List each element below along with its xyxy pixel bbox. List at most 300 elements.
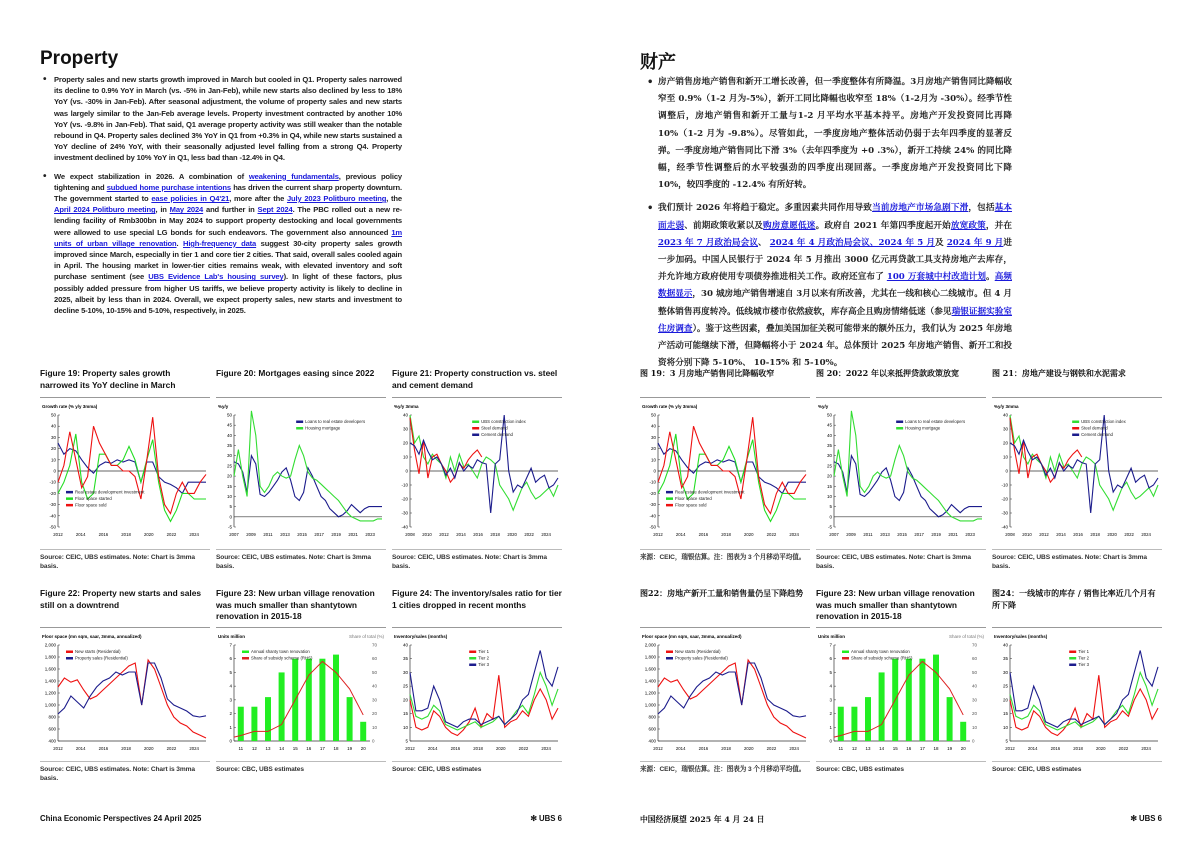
legend-label: Property sales (Residential) xyxy=(675,655,728,661)
y-tick-label: 5 xyxy=(229,669,232,675)
y-tick-label: 50 xyxy=(650,412,656,418)
y-tick-label: 10 xyxy=(650,457,656,463)
legend-label: New starts (Residential) xyxy=(675,649,721,654)
reference-link[interactable]: ease policies in Q4'21 xyxy=(151,194,230,204)
y-tick-label: 1,200 xyxy=(644,690,656,696)
y-tick-label: 3 xyxy=(229,697,232,703)
figure-source: Source: CBC, UBS estimates xyxy=(816,761,986,775)
legend-swatch xyxy=(1072,421,1079,424)
reference-link[interactable]: 2024 年 4 月政治局会议、2024 年 5 月 xyxy=(769,237,936,248)
legend-label: Housing mortgage xyxy=(305,425,341,431)
legend-swatch xyxy=(66,504,73,507)
legend-label: Floor space sold xyxy=(75,502,107,508)
x-tick-label: 11 xyxy=(838,746,844,751)
y-tick-label: 20 xyxy=(50,446,56,452)
y-tick-label: 0 xyxy=(653,468,656,474)
x-tick-label: 18 xyxy=(933,746,939,751)
legend-swatch xyxy=(469,651,476,654)
x-tick-label: 2020 xyxy=(1107,532,1117,537)
y-tick-label: -20 xyxy=(1001,496,1008,502)
y2-tick-label: 30 xyxy=(972,697,978,703)
y-tick-label: 2,000 xyxy=(644,642,656,648)
page-footer xyxy=(40,814,562,823)
x-tick-label: 2018 xyxy=(1090,532,1100,537)
legend-swatch xyxy=(1069,657,1076,660)
x-tick-label: 15 xyxy=(292,746,298,751)
y-tick-label: 600 xyxy=(648,726,656,732)
legend-swatch xyxy=(66,497,73,500)
x-tick-label: 2020 xyxy=(143,532,154,537)
footer-title: China Economic Perspectives 24 April 2025 xyxy=(40,814,202,823)
paragraph-text: 、 xyxy=(758,237,770,248)
y-axis-label: %y/y 3mma xyxy=(394,404,419,409)
paragraph-text: 。 xyxy=(986,272,995,283)
x-tick-label: 2024 xyxy=(1141,746,1151,751)
paragraph-text: ）。鉴于这些因素，叠加美国加征关税可能带来的额外压力，我们认为 2025 年房地产活动可能继续下滑，但降幅将小于 2024 年。总体预计 2025 年房地产销售、新开工和投资将分别下降 5-10%、 10-15% 和 5-10%。 xyxy=(658,323,1012,369)
reference-link[interactable]: 购房意愿低迷 xyxy=(763,220,816,231)
x-tick-label: 13 xyxy=(865,746,871,751)
paragraph-text: We expect stabilization in 2026. A combination of xyxy=(54,171,249,181)
y-tick-label: 10 xyxy=(50,457,56,463)
x-tick-label: 2020 xyxy=(743,746,754,751)
section-title: Property xyxy=(40,48,119,69)
x-tick-label: 2022 xyxy=(166,746,177,751)
x-tick-label: 2022 xyxy=(524,532,534,537)
y-tick-label: 10 xyxy=(826,493,832,499)
y-tick-label: 40 xyxy=(1002,642,1008,648)
x-tick-label: 14 xyxy=(879,746,885,751)
y-tick-label: 5 xyxy=(829,669,832,675)
y-tick-label: 400 xyxy=(648,738,656,744)
legend-swatch xyxy=(896,427,903,430)
legend-swatch xyxy=(66,491,73,494)
footer-page: ✻ UBS 6 xyxy=(530,814,562,823)
figure-caption: Figure 19: Property sales growth narrowed its YoY decline in March xyxy=(40,368,210,398)
legend-label: Loans to real estate developers xyxy=(305,419,366,424)
y2-tick-label: 40 xyxy=(972,683,978,689)
y-tick-label: 30 xyxy=(226,453,232,459)
figure-caption: 图 19：3 月房地产销售同比降幅收窄 xyxy=(640,368,810,398)
x-tick-label: 2010 xyxy=(422,532,432,537)
y-tick-label: 10 xyxy=(402,454,408,460)
y2-tick-label: 10 xyxy=(372,724,378,730)
y-axis-label: Units million xyxy=(818,634,845,639)
legend-swatch xyxy=(472,427,479,430)
section-title: 财产 xyxy=(640,52,676,73)
x-tick-label: 2022 xyxy=(1124,532,1134,537)
paragraph-text: ，包括 xyxy=(968,203,995,214)
y-axis-label: Floor space (mn sqm, saar, 3mma, annualized) xyxy=(42,634,142,639)
legend-label: Cement demand xyxy=(1081,432,1113,437)
y-tick-label: 50 xyxy=(50,412,56,418)
series-line xyxy=(658,434,806,521)
legend-swatch xyxy=(1069,664,1076,667)
x-tick-label: 2022 xyxy=(518,746,529,751)
y-tick-label: 50 xyxy=(826,412,832,418)
y-tick-label: -10 xyxy=(1001,482,1008,488)
figure-23 xyxy=(216,588,386,783)
figure-caption: 图 20：2022 年以来抵押贷款政策放宽 xyxy=(816,368,986,398)
x-tick-label: 2009 xyxy=(246,532,256,537)
legend-label: UBS construction index xyxy=(481,419,526,424)
y-tick-label: 1,800 xyxy=(644,654,656,660)
x-tick-label: 19 xyxy=(347,746,353,751)
figure-chart xyxy=(640,401,810,539)
paragraph-text: . The PBC rolled out a new re-lending facility of Rmb300bn in May 2024 to support property destocking and local governments were allowed to use special LG bonds for such endeavors. The government also announced xyxy=(54,205,403,237)
paragraph-text: ). In light of these factors, plus possibly added pressure from higher US tariffs, we believe property activity is likely to decline in 2025, albeit by less than in 2024. Overall, we expect property sales, new starts and investment to decline 5-10%, 10-15% and 5-10%, respectively, in 2025. xyxy=(54,272,402,316)
x-tick-label: 2008 xyxy=(405,532,415,537)
x-tick-label: 2024 xyxy=(189,746,199,751)
y2-tick-label: 20 xyxy=(972,711,978,717)
y-tick-label: -50 xyxy=(649,524,656,530)
reference-link[interactable]: High-frequency data xyxy=(183,238,257,248)
x-tick-label: 2014 xyxy=(675,746,686,751)
figure-source: Source: CEIC, UBS estimates. Note: Chart is 3mma basis. xyxy=(216,549,386,571)
y-tick-label: 1,400 xyxy=(644,678,656,684)
x-tick-label: 2012 xyxy=(53,532,63,537)
y-tick-label: 2 xyxy=(829,711,832,717)
reference-link[interactable]: 1m units of urban village renovation xyxy=(54,227,402,248)
legend-swatch xyxy=(472,434,479,437)
legend-label: Floor space sold xyxy=(675,502,707,508)
y-tick-label: -50 xyxy=(49,524,56,530)
bar xyxy=(933,655,939,741)
figure-source: Source: CEIC, UBS estimates xyxy=(392,761,562,775)
x-tick-label: 2016 xyxy=(450,746,461,751)
y-tick-label: 3 xyxy=(829,697,832,703)
x-tick-label: 2023 xyxy=(365,532,375,537)
y-tick-label: 40 xyxy=(1002,412,1008,418)
legend-swatch xyxy=(1069,651,1076,654)
y-axis-label: %y/y xyxy=(818,404,829,409)
x-tick-label: 2011 xyxy=(863,532,873,537)
figure-20 xyxy=(816,368,986,571)
x-tick-label: 2024 xyxy=(1141,532,1151,537)
figure-chart xyxy=(216,401,386,539)
figure-22 xyxy=(640,588,810,775)
x-tick-label: 2012 xyxy=(439,532,449,537)
x-tick-label: 2018 xyxy=(121,746,131,751)
bar xyxy=(265,697,271,741)
y-tick-label: -10 xyxy=(401,482,408,488)
reference-link[interactable]: subdued home purchase intentions xyxy=(106,182,231,192)
figure-row-1 xyxy=(640,368,1162,571)
figure-chart xyxy=(40,631,210,753)
x-tick-label: 20 xyxy=(360,746,366,751)
x-tick-label: 2009 xyxy=(846,532,856,537)
reference-link[interactable]: 2024 年 9 月 xyxy=(946,237,1004,248)
reference-link[interactable]: weakening fundamentals xyxy=(248,171,339,181)
paragraph-text: , more after the xyxy=(229,194,287,204)
y-tick-label: 0 xyxy=(1005,468,1008,474)
paragraph-text: ，并在 xyxy=(985,220,1012,231)
y-axis-label: Growth rate (% y/y 3mma) xyxy=(42,404,98,409)
x-tick-label: 2024 xyxy=(541,532,551,537)
bar xyxy=(360,722,366,741)
legend-label: Real estate development investment xyxy=(675,489,745,495)
y-tick-label: -30 xyxy=(401,510,408,516)
y-axis-label: Growth rate (% y/y 3mma) xyxy=(642,404,698,409)
bar xyxy=(347,697,353,741)
x-tick-label: 2020 xyxy=(507,532,517,537)
x-tick-label: 2022 xyxy=(766,746,777,751)
y-tick-label: 600 xyxy=(48,726,56,732)
x-tick-label: 2016 xyxy=(698,532,709,537)
x-tick-label: 2020 xyxy=(1095,746,1106,751)
legend-label: Housing mortgage xyxy=(905,425,941,431)
x-tick-label: 2022 xyxy=(1118,746,1129,751)
reference-link[interactable]: 当前房地产市场急剧下滑 xyxy=(872,203,969,214)
x-tick-label: 2024 xyxy=(789,532,799,537)
y2-tick-label: 50 xyxy=(972,669,978,675)
page-english xyxy=(40,48,562,838)
y2-axis-label: Share of total (%) xyxy=(348,634,384,639)
legend-swatch xyxy=(842,657,849,660)
figure-caption: Figure 23: New urban village renovation was much smaller than shantytown renovation in 2015-18 xyxy=(816,588,986,628)
y-axis-label: Units million xyxy=(218,634,245,639)
figure-caption: Figure 23: New urban village renovation was much smaller than shantytown renovation in 2015-18 xyxy=(216,588,386,628)
y-tick-label: -30 xyxy=(649,502,656,508)
y-tick-label: -40 xyxy=(401,524,408,530)
x-tick-label: 2018 xyxy=(121,532,131,537)
y-tick-label: 40 xyxy=(650,423,656,429)
y-tick-label: 45 xyxy=(826,422,832,428)
footer-title: 中国经济展望 2025 年 4 月 24 日 xyxy=(640,815,765,824)
legend-swatch xyxy=(469,664,476,667)
x-tick-label: 20 xyxy=(960,746,966,751)
bar xyxy=(251,707,257,741)
x-tick-label: 2010 xyxy=(1022,532,1032,537)
y-tick-label: 5 xyxy=(229,504,232,510)
y-tick-label: 1,800 xyxy=(44,654,56,660)
reference-link[interactable]: UBS Evidence Lab's housing survey xyxy=(148,272,284,282)
y-tick-label: 40 xyxy=(402,412,408,418)
y-tick-label: 4 xyxy=(229,683,232,689)
y-tick-label: -20 xyxy=(401,496,408,502)
x-tick-label: 2020 xyxy=(143,746,154,751)
figure-chart xyxy=(816,401,986,539)
legend-label: Tier 2 xyxy=(478,655,490,661)
figure-caption: 图24：一线城市的库存 / 销售比率近几个月有所下降 xyxy=(992,588,1162,628)
legend-label: Loans to real estate developers xyxy=(905,419,966,424)
x-tick-label: 17 xyxy=(319,746,325,751)
bar xyxy=(879,672,885,741)
x-tick-label: 16 xyxy=(906,746,912,751)
paragraph-text: 、前期政策收紧以及 xyxy=(684,220,764,231)
bar xyxy=(865,697,871,741)
figure-row-2 xyxy=(640,588,1162,775)
bullet-list xyxy=(658,74,1012,372)
reference-link[interactable]: 基本面走弱 xyxy=(658,203,1012,231)
y-tick-label: 35 xyxy=(226,443,232,449)
y-tick-label: 0 xyxy=(229,514,232,520)
figure-source: Source: CEIC, UBS estimates. Note: Chart is 3mma basis. xyxy=(392,549,562,571)
legend-label: Steel demand xyxy=(481,425,508,431)
y-tick-label: -30 xyxy=(1001,510,1008,516)
y2-tick-label: 0 xyxy=(372,738,375,744)
y-axis-label: %y/y 3mma xyxy=(994,404,1019,409)
y-tick-label: 1,400 xyxy=(44,678,56,684)
x-tick-label: 12 xyxy=(251,746,257,751)
bullet-list xyxy=(54,74,402,316)
x-tick-label: 2022 xyxy=(166,532,177,537)
y-tick-label: -10 xyxy=(49,479,56,485)
figure-caption: 图 21：房地产建设与钢铁和水泥需求 xyxy=(992,368,1162,398)
y-tick-label: 1,600 xyxy=(44,666,56,672)
bullet-paragraph xyxy=(658,200,1012,372)
figure-caption: Figure 24: The inventory/sales ratio for tier 1 cities dropped in recent months xyxy=(392,588,562,628)
x-tick-label: 2014 xyxy=(75,746,86,751)
x-tick-label: 2011 xyxy=(263,532,273,537)
reference-link[interactable]: 100 万套城中村改造计划 xyxy=(886,272,987,283)
reference-link[interactable]: 放宽政策 xyxy=(950,220,986,231)
y-tick-label: 50 xyxy=(226,412,232,418)
y2-tick-label: 60 xyxy=(972,656,978,662)
y-axis-label: Inventory/sales (months) xyxy=(394,634,448,639)
figure-chart xyxy=(992,631,1162,753)
y-tick-label: 0 xyxy=(829,738,832,744)
page-footer xyxy=(640,814,1162,825)
x-tick-label: 2017 xyxy=(314,532,324,537)
figure-chart xyxy=(392,401,562,539)
y-tick-label: 15 xyxy=(402,711,408,717)
y2-axis-label: Share of total (%) xyxy=(948,634,984,639)
legend-label: Tier 1 xyxy=(478,649,490,654)
x-tick-label: 2024 xyxy=(541,746,551,751)
x-tick-label: 12 xyxy=(851,746,857,751)
y-tick-label: 0 xyxy=(405,468,408,474)
reference-link[interactable]: 瑞银证据实验室住房调查 xyxy=(658,306,1012,334)
y-tick-label: 30 xyxy=(402,426,408,432)
x-tick-label: 16 xyxy=(306,746,312,751)
y-tick-label: 0 xyxy=(53,468,56,474)
reference-link[interactable]: 高频数据显示 xyxy=(658,272,1012,300)
y-tick-label: 10 xyxy=(1002,724,1008,730)
y-tick-label: 5 xyxy=(1005,738,1008,744)
paragraph-text: 进一步加码。中国人民银行于 2024 年 5 月推出 3000 亿元再贷款工具支持房地产去库存，并允许地方政府使用专项债券推进相关工作。政府还宣布了 xyxy=(658,237,1012,283)
y-tick-label: 10 xyxy=(226,493,232,499)
legend-label: Tier 1 xyxy=(1078,649,1090,654)
x-tick-label: 14 xyxy=(279,746,285,751)
reference-link[interactable]: April 2024 Politburo meeting xyxy=(54,205,156,215)
x-tick-label: 2020 xyxy=(743,532,754,537)
paragraph-text: 房产销售房地产销售和新开工增长改善，但一季度整体有所降温。3月房地产销售同比降幅收窄至 0.9%（1-2 月为-5%），新开工同比降幅也收窄至 18%（1-2月为 -30%）。经季节性调整后，房地产销售和新开工量与1-2 月平均水平基本持平。房地产开发投资同比再降 10%（1-2 月为 -9.8%）。尽管如此，一季度房地产整体活动仍弱于去年四季度的显著反弹。一季度房地产销售同比下滑 3%（去年四季度为 +0 .3%），新开工持续 24% 的同比降幅，经季节性调整后的水平较强劲的四季度出现回落。一季度房地产开发投资同比下降 10%，较四季度的 -12.4% 有所好转。 xyxy=(658,77,1012,191)
y-tick-label: 25 xyxy=(402,683,408,689)
legend-label: Share of subsidy scheme (RHS) xyxy=(251,655,313,661)
y-tick-label: 10 xyxy=(402,724,408,730)
legend-label: Real estate development investment xyxy=(75,489,145,495)
y2-tick-label: 60 xyxy=(372,656,378,662)
x-tick-label: 2019 xyxy=(331,532,341,537)
x-tick-label: 2014 xyxy=(1056,532,1066,537)
y-tick-label: 40 xyxy=(50,423,56,429)
legend-swatch xyxy=(242,657,249,660)
legend-label: Tier 3 xyxy=(478,662,490,667)
x-tick-label: 2016 xyxy=(473,532,483,537)
figure-source: 来源：CEIC，瑞银估算。注：图表为 3 个月移动平均值。 xyxy=(640,761,810,775)
x-tick-label: 18 xyxy=(333,746,339,751)
y-tick-label: 2,000 xyxy=(44,642,56,648)
figure-row-1 xyxy=(40,368,562,571)
y-tick-label: 20 xyxy=(1002,697,1008,703)
x-tick-label: 2012 xyxy=(405,746,415,751)
bullet-paragraph xyxy=(54,74,402,164)
paragraph-text: ，30 城房地产销售增速自 3月以来有所改善，尤其在一线和核心二线城市。但 4 月整体销售再度转冷。低线城市楼市依然疲软，库存高企且购房情绪低迷（参见 xyxy=(658,289,1012,317)
y-tick-label: 20 xyxy=(826,473,832,479)
figure-source: 来源：CEIC，瑞银估算。注：图表为 3 个月移动平均值。 xyxy=(640,549,810,563)
y-tick-label: 20 xyxy=(1002,440,1008,446)
paragraph-text: , in xyxy=(155,205,170,215)
paragraph-text: , the xyxy=(386,194,402,204)
x-tick-label: 2018 xyxy=(721,746,731,751)
bar xyxy=(319,659,325,741)
legend-label: Steel demand xyxy=(1081,425,1108,431)
x-tick-label: 2021 xyxy=(948,532,958,537)
x-tick-label: 13 xyxy=(265,746,271,751)
legend-label: Cement demand xyxy=(481,432,513,437)
x-tick-label: 2007 xyxy=(229,532,239,537)
y-tick-label: 30 xyxy=(50,434,56,440)
y-tick-label: 400 xyxy=(48,738,56,744)
figure-20 xyxy=(216,368,386,571)
reference-link[interactable]: Sept 2024 xyxy=(257,205,293,215)
figure-caption: Figure 21: Property construction vs. steel and cement demand xyxy=(392,368,562,398)
x-tick-label: 2014 xyxy=(1027,746,1038,751)
legend-label: Tier 2 xyxy=(1078,655,1090,661)
reference-link[interactable]: May 2024 xyxy=(169,205,204,215)
figure-24 xyxy=(392,588,562,783)
reference-link[interactable]: 2023 年 7 月政治局会议 xyxy=(658,237,759,248)
legend-label: Floor space started xyxy=(675,495,712,501)
legend-label: Annual shanty town renovation xyxy=(251,649,310,654)
y-tick-label: 25 xyxy=(826,463,832,469)
paragraph-text: . xyxy=(176,238,183,248)
legend-label: Property sales (Residential) xyxy=(75,655,128,661)
x-tick-label: 2023 xyxy=(965,532,975,537)
figure-chart xyxy=(640,631,810,753)
reference-link[interactable]: July 2023 Politburo meeting xyxy=(286,194,387,204)
y-tick-label: 1 xyxy=(829,724,832,730)
paragraph-text: 及 xyxy=(935,237,947,248)
legend-swatch xyxy=(1072,434,1079,437)
figure-21 xyxy=(392,368,562,571)
x-tick-label: 2014 xyxy=(456,532,466,537)
x-tick-label: 2015 xyxy=(897,532,907,537)
figure-19 xyxy=(40,368,210,571)
figure-caption: Figure 20: Mortgages easing since 2022 xyxy=(216,368,386,398)
x-tick-label: 2015 xyxy=(297,532,307,537)
x-tick-label: 2012 xyxy=(53,746,63,751)
y2-tick-label: 70 xyxy=(972,642,978,648)
y-tick-label: 40 xyxy=(826,432,832,438)
y-tick-label: 40 xyxy=(402,642,408,648)
y-tick-label: 1,000 xyxy=(44,702,56,708)
figure-19 xyxy=(640,368,810,571)
y-tick-label: 20 xyxy=(402,440,408,446)
paragraph-text: , previous policy tightening and xyxy=(54,171,402,192)
x-tick-label: 2017 xyxy=(914,532,924,537)
figure-source: Source: CEIC, UBS estimates. Note: Chart is 3mma basis. xyxy=(816,549,986,571)
figure-24 xyxy=(992,588,1162,775)
legend-swatch xyxy=(472,421,479,424)
y-tick-label: -20 xyxy=(649,490,656,496)
y-tick-label: 35 xyxy=(402,656,408,662)
figure-chart xyxy=(216,631,386,753)
x-tick-label: 17 xyxy=(919,746,925,751)
y-tick-label: 6 xyxy=(829,656,832,662)
x-tick-label: 2012 xyxy=(653,532,663,537)
x-tick-label: 2019 xyxy=(931,532,941,537)
